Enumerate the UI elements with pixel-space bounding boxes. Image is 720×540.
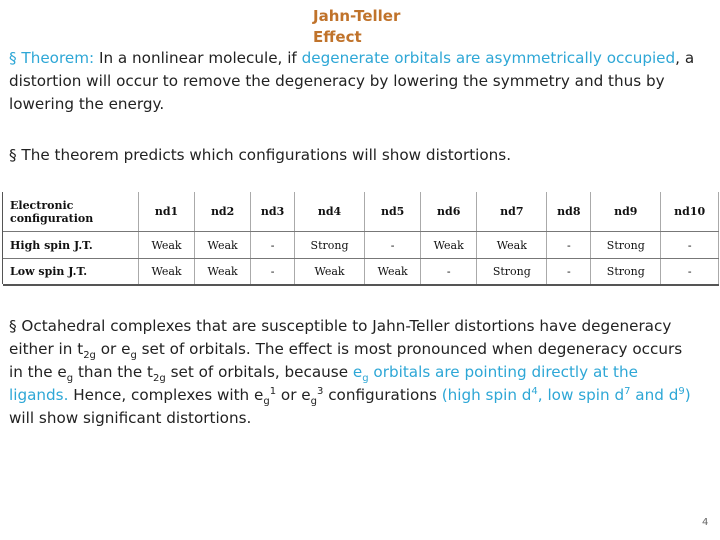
table-cell: Weak xyxy=(139,232,195,259)
highlight-segment: (high spin d xyxy=(441,386,532,404)
table-cell: Strong xyxy=(477,259,547,286)
table-cell: Weak xyxy=(139,259,195,286)
superscript: 7 xyxy=(624,385,631,397)
subscript: 2g xyxy=(153,373,166,385)
table-cell: Strong xyxy=(591,259,661,286)
superscript: 1 xyxy=(269,385,277,397)
row-label: Low spin J.T. xyxy=(3,259,139,286)
table-header-row xyxy=(3,192,719,232)
subscript: g xyxy=(130,350,137,362)
table-cell: Strong xyxy=(294,232,364,259)
header-label-line-1: Electronic xyxy=(10,198,74,212)
table-row xyxy=(3,232,719,259)
text-segment: configurations xyxy=(323,386,442,404)
title-line-1: Jahn-Teller xyxy=(313,7,401,25)
table-cell: Weak xyxy=(294,259,364,286)
text-segment: Hence, complexes with e xyxy=(68,386,264,404)
superscript: 9 xyxy=(678,385,685,397)
superscript: 4 xyxy=(531,385,538,397)
subscript: 2g xyxy=(83,350,96,362)
column-header: nd2 xyxy=(195,192,251,232)
column-header: nd10 xyxy=(661,192,719,232)
subscript: g xyxy=(310,396,317,408)
title-line-2: Effect xyxy=(313,28,362,46)
table-cell: - xyxy=(547,232,591,259)
highlight-segment: e xyxy=(352,363,363,381)
table-cell: - xyxy=(251,232,295,259)
table-cell: Weak xyxy=(195,259,251,286)
table-cell: - xyxy=(547,259,591,286)
column-header: nd7 xyxy=(477,192,547,232)
prediction-paragraph: § The theorem predicts which configurations will show distortions. xyxy=(9,146,512,164)
octahedral-paragraph xyxy=(9,315,699,430)
table-row xyxy=(3,259,719,286)
text-segment: than the t xyxy=(73,363,154,381)
column-header: nd5 xyxy=(365,192,421,232)
row-label: High spin J.T. xyxy=(3,232,139,259)
table-cell: - xyxy=(365,232,421,259)
column-header: nd6 xyxy=(421,192,477,232)
highlight-segment: orbitals are pointing directly at the ligands. xyxy=(9,363,638,404)
theorem-text-b: , a distortion will occur to remove the degeneracy by lowering the symmetry and thus by lowering the energy. xyxy=(9,49,695,113)
column-header: nd3 xyxy=(251,192,295,232)
text-segment: will show significant distortions. xyxy=(9,409,252,427)
highlight-segment: , low spin d xyxy=(537,386,625,404)
configuration-table-wrap xyxy=(2,192,719,284)
table-cell: Strong xyxy=(591,232,661,259)
header-label-line-2: configuration xyxy=(10,211,94,225)
subscript: g xyxy=(362,373,369,385)
table-cell: - xyxy=(661,232,719,259)
column-header: nd9 xyxy=(591,192,661,232)
theorem-paragraph xyxy=(9,47,714,116)
page-number: 4 xyxy=(702,517,709,528)
table-cell: - xyxy=(661,259,719,286)
table-cell: Weak xyxy=(365,259,421,286)
text-segment: § Octahedral complexes that are susceptible to Jahn-Teller distortions have degeneracy either in t xyxy=(9,317,672,358)
table-header-label xyxy=(3,192,139,232)
highlight-segment: ) xyxy=(684,386,691,404)
table-cell: - xyxy=(251,259,295,286)
text-segment: set of orbitals. The effect is most pronounced when degeneracy occurs in the e xyxy=(9,340,683,381)
subscript: g xyxy=(66,373,74,385)
highlight-segment: and d xyxy=(630,386,679,404)
subscript: g xyxy=(263,396,270,408)
column-header: nd4 xyxy=(294,192,364,232)
bullet-marker: § xyxy=(9,49,22,67)
text-segment: set of orbitals, because xyxy=(165,363,353,381)
superscript: 3 xyxy=(317,385,324,397)
configuration-table xyxy=(3,192,719,286)
theorem-highlight: degenerate orbitals are asymmetrically occupied xyxy=(301,49,676,67)
slide-title xyxy=(313,6,433,48)
text-segment: or e xyxy=(276,386,311,404)
table-cell: Weak xyxy=(195,232,251,259)
theorem-text-a: In a nonlinear molecule, if xyxy=(94,49,302,67)
table-cell: Weak xyxy=(421,232,477,259)
theorem-label: Theorem: xyxy=(21,49,95,67)
column-header: nd8 xyxy=(547,192,591,232)
text-segment: or e xyxy=(95,340,131,358)
table-cell: Weak xyxy=(477,232,547,259)
table-cell: - xyxy=(421,259,477,286)
column-header: nd1 xyxy=(139,192,195,232)
